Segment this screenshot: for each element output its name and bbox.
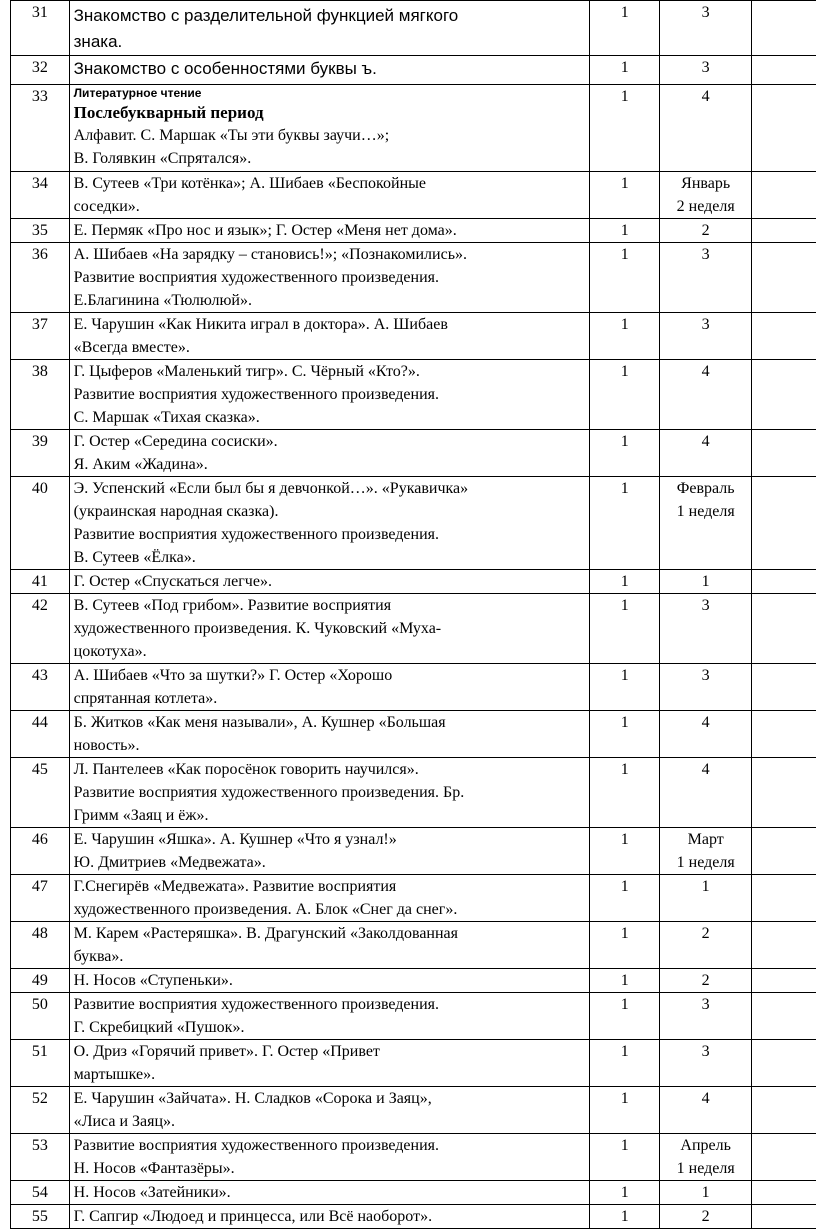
lesson-hours: 1 — [590, 172, 660, 219]
table-row — [11, 172, 816, 219]
date-line: 2 неделя — [664, 195, 747, 218]
lesson-date — [660, 1087, 752, 1134]
lesson-date — [660, 85, 752, 172]
table-row — [11, 56, 816, 85]
lesson-number: 47 — [11, 875, 70, 922]
lesson-topic — [69, 922, 590, 969]
actual-date-cell — [752, 172, 816, 219]
lesson-date — [660, 570, 752, 594]
lesson-number: 34 — [11, 172, 70, 219]
topic-line: Г. Остер «Середина сосиски». — [74, 430, 586, 453]
date-line: Февраль — [664, 477, 747, 500]
topic-line: художественного произведения. А. Блок «Снег да снег». — [74, 898, 586, 921]
date-line: 2 — [664, 1205, 747, 1228]
lesson-date — [660, 922, 752, 969]
lesson-topic — [69, 243, 590, 313]
lesson-topic — [69, 875, 590, 922]
table-row — [11, 360, 816, 430]
lesson-topic — [69, 1040, 590, 1087]
lesson-topic — [69, 1134, 590, 1181]
lesson-date — [660, 172, 752, 219]
lesson-number: 54 — [11, 1181, 70, 1205]
lesson-date — [660, 1181, 752, 1205]
lesson-hours: 1 — [590, 430, 660, 477]
date-line: 2 — [664, 219, 747, 242]
period-title: Послебукварный период — [74, 101, 586, 124]
lesson-topic — [69, 219, 590, 243]
lesson-date — [660, 219, 752, 243]
lesson-date — [660, 758, 752, 828]
lesson-number: 46 — [11, 828, 70, 875]
table-row — [11, 828, 816, 875]
lesson-hours: 1 — [590, 922, 660, 969]
table-row — [11, 711, 816, 758]
actual-date-cell — [752, 56, 816, 85]
topic-line: Развитие восприятия художественного произведения. — [74, 383, 586, 406]
lesson-number: 42 — [11, 594, 70, 664]
actual-date-cell — [752, 1, 816, 56]
lesson-hours: 1 — [590, 570, 660, 594]
topic-line: В. Голявкин «Спрятался». — [74, 147, 586, 170]
lesson-number: 48 — [11, 922, 70, 969]
lesson-topic — [69, 664, 590, 711]
actual-date-cell — [752, 711, 816, 758]
date-line: 2 — [664, 969, 747, 992]
lesson-topic — [69, 85, 590, 172]
date-line: 4 — [664, 430, 747, 453]
lesson-date — [660, 360, 752, 430]
table-row — [11, 313, 816, 360]
topic-line: Н. Носов «Ступеньки». — [74, 969, 586, 992]
lesson-hours: 1 — [590, 85, 660, 172]
topic-line: Развитие восприятия художественного произведения. — [74, 266, 586, 289]
topic-line: Развитие восприятия художественного произведения. — [74, 523, 586, 546]
lesson-hours: 1 — [590, 711, 660, 758]
lesson-hours: 1 — [590, 594, 660, 664]
lesson-hours: 1 — [590, 664, 660, 711]
lesson-date — [660, 477, 752, 570]
actual-date-cell — [752, 477, 816, 570]
lesson-topic — [69, 828, 590, 875]
lesson-hours: 1 — [590, 1087, 660, 1134]
date-line: 3 — [664, 243, 747, 266]
lesson-number: 38 — [11, 360, 70, 430]
table-row — [11, 570, 816, 594]
topic-line: Развитие восприятия художественного произведения. — [74, 993, 586, 1016]
actual-date-cell — [752, 922, 816, 969]
date-line: Апрель — [664, 1134, 747, 1157]
lesson-number: 39 — [11, 430, 70, 477]
date-line: 4 — [664, 360, 747, 383]
section-label: Литературное чтение — [74, 85, 586, 101]
topic-line: новость». — [74, 734, 586, 757]
topic-line: В. Сутеев «Ёлка». — [74, 546, 586, 569]
lesson-topic — [69, 1181, 590, 1205]
topic-line: цокотуха». — [74, 640, 586, 663]
date-line: 1 неделя — [664, 1157, 747, 1180]
lesson-number: 40 — [11, 477, 70, 570]
lesson-hours: 1 — [590, 828, 660, 875]
topic-line: знака. — [74, 29, 586, 55]
date-line: Январь — [664, 172, 747, 195]
date-line: 3 — [664, 56, 747, 79]
lesson-number: 50 — [11, 993, 70, 1040]
actual-date-cell — [752, 594, 816, 664]
topic-line: Е. Чарушин «Зайчата». Н. Сладков «Сорока и Заяц», — [74, 1087, 586, 1110]
table-row — [11, 219, 816, 243]
topic-line: Развитие восприятия художественного произведения. — [74, 1134, 586, 1157]
lesson-date — [660, 1134, 752, 1181]
topic-line: М. Карем «Растеряшка». В. Драгунский «Заколдованная — [74, 922, 586, 945]
lesson-topic — [69, 594, 590, 664]
topic-line: Н. Носов «Фантазёры». — [74, 1157, 586, 1180]
lesson-hours: 1 — [590, 1205, 660, 1229]
table-row — [11, 1087, 816, 1134]
actual-date-cell — [752, 758, 816, 828]
lesson-number: 31 — [11, 1, 70, 56]
topic-line: Г. Сапгир «Людоед и принцесса, или Всё наоборот». — [74, 1205, 586, 1228]
topic-line: мартышке». — [74, 1063, 586, 1086]
topic-line: В. Сутеев «Три котёнка»; А. Шибаев «Беспокойные — [74, 172, 586, 195]
actual-date-cell — [752, 1205, 816, 1229]
lesson-date — [660, 993, 752, 1040]
date-line: 4 — [664, 85, 747, 108]
lesson-topic — [69, 360, 590, 430]
lesson-date — [660, 711, 752, 758]
lesson-topic — [69, 477, 590, 570]
table-row — [11, 1, 816, 56]
table-row — [11, 922, 816, 969]
lesson-hours: 1 — [590, 875, 660, 922]
topic-line: Знакомство с разделительной функцией мягкого — [74, 3, 586, 29]
date-line: 3 — [664, 1, 747, 24]
lesson-hours: 1 — [590, 1040, 660, 1087]
date-line: Март — [664, 828, 747, 851]
table-row — [11, 243, 816, 313]
topic-line: художественного произведения. К. Чуковский «Муха- — [74, 617, 586, 640]
actual-date-cell — [752, 1181, 816, 1205]
lesson-hours: 1 — [590, 243, 660, 313]
date-line: 3 — [664, 1040, 747, 1063]
lesson-plan-table — [10, 0, 816, 1229]
table-row — [11, 1181, 816, 1205]
lesson-date — [660, 243, 752, 313]
lesson-topic — [69, 993, 590, 1040]
date-line: 1 — [664, 570, 747, 593]
topic-line: Г. Цыферов «Маленький тигр». С. Чёрный «Кто?». — [74, 360, 586, 383]
lesson-topic — [69, 570, 590, 594]
table-row — [11, 430, 816, 477]
lesson-date — [660, 1205, 752, 1229]
actual-date-cell — [752, 85, 816, 172]
table-row — [11, 1134, 816, 1181]
table-row — [11, 875, 816, 922]
table-row — [11, 477, 816, 570]
topic-line: С. Маршак «Тихая сказка». — [74, 406, 586, 429]
topic-line: буква». — [74, 945, 586, 968]
date-line: 1 неделя — [664, 851, 747, 874]
date-line: 3 — [664, 594, 747, 617]
lesson-number: 55 — [11, 1205, 70, 1229]
actual-date-cell — [752, 243, 816, 313]
lesson-hours: 1 — [590, 1, 660, 56]
topic-line: Г.Снегирёв «Медвежата». Развитие восприятия — [74, 875, 586, 898]
topic-line: Э. Успенский «Если был бы я девчонкой…». «Рукавичка» — [74, 477, 586, 500]
topic-line: Е.Благинина «Тюлюлюй». — [74, 289, 586, 312]
topic-line: Н. Носов «Затейники». — [74, 1181, 586, 1204]
actual-date-cell — [752, 1134, 816, 1181]
lesson-number: 52 — [11, 1087, 70, 1134]
topic-line: Е. Чарушин «Как Никита играл в доктора». А. Шибаев — [74, 313, 586, 336]
lesson-topic — [69, 172, 590, 219]
date-line: 1 неделя — [664, 500, 747, 523]
lesson-plan-body — [11, 1, 816, 1229]
topic-line: «Всегда вместе». — [74, 336, 586, 359]
date-line: 3 — [664, 313, 747, 336]
topic-line: Ю. Дмитриев «Медвежата». — [74, 851, 586, 874]
topic-line: Г. Остер «Спускаться легче». — [74, 570, 586, 593]
date-line: 1 — [664, 1181, 747, 1204]
date-line: 3 — [664, 664, 747, 687]
table-row — [11, 993, 816, 1040]
actual-date-cell — [752, 360, 816, 430]
lesson-hours: 1 — [590, 969, 660, 993]
lesson-hours: 1 — [590, 56, 660, 85]
lesson-topic — [69, 430, 590, 477]
lesson-number: 33 — [11, 85, 70, 172]
lesson-topic — [69, 969, 590, 993]
lesson-topic — [69, 1, 590, 56]
lesson-date — [660, 313, 752, 360]
actual-date-cell — [752, 570, 816, 594]
date-line: 4 — [664, 711, 747, 734]
lesson-hours: 1 — [590, 360, 660, 430]
lesson-number: 44 — [11, 711, 70, 758]
lesson-date — [660, 828, 752, 875]
lesson-date — [660, 430, 752, 477]
actual-date-cell — [752, 875, 816, 922]
topic-line: «Лиса и Заяц». — [74, 1110, 586, 1133]
lesson-number: 51 — [11, 1040, 70, 1087]
lesson-number: 32 — [11, 56, 70, 85]
actual-date-cell — [752, 1040, 816, 1087]
lesson-hours: 1 — [590, 219, 660, 243]
table-row — [11, 664, 816, 711]
lesson-number: 35 — [11, 219, 70, 243]
lesson-topic — [69, 56, 590, 85]
topic-line: Я. Аким «Жадина». — [74, 453, 586, 476]
actual-date-cell — [752, 828, 816, 875]
lesson-hours: 1 — [590, 1181, 660, 1205]
topic-line: Л. Пантелеев «Как поросёнок говорить научился». — [74, 758, 586, 781]
lesson-date — [660, 594, 752, 664]
lesson-hours: 1 — [590, 758, 660, 828]
topic-line: Б. Житков «Как меня называли», А. Кушнер «Большая — [74, 711, 586, 734]
lesson-topic — [69, 758, 590, 828]
topic-line: спрятанная котлета». — [74, 687, 586, 710]
topic-line: О. Дриз «Горячий привет». Г. Остер «Привет — [74, 1040, 586, 1063]
date-line: 4 — [664, 758, 747, 781]
lesson-number: 36 — [11, 243, 70, 313]
topic-line: соседки». — [74, 195, 586, 218]
lesson-number: 49 — [11, 969, 70, 993]
lesson-number: 45 — [11, 758, 70, 828]
lesson-date — [660, 969, 752, 993]
lesson-topic — [69, 313, 590, 360]
topic-line: В. Сутеев «Под грибом». Развитие восприятия — [74, 594, 586, 617]
topic-line: Гримм «Заяц и ёж». — [74, 804, 586, 827]
lesson-hours: 1 — [590, 313, 660, 360]
table-row — [11, 1205, 816, 1229]
actual-date-cell — [752, 969, 816, 993]
lesson-date — [660, 875, 752, 922]
actual-date-cell — [752, 430, 816, 477]
table-row — [11, 758, 816, 828]
actual-date-cell — [752, 664, 816, 711]
table-row — [11, 969, 816, 993]
topic-line: А. Шибаев «Что за шутки?» Г. Остер «Хорошо — [74, 664, 586, 687]
topic-line: Знакомство с особенностями буквы ъ. — [74, 56, 586, 82]
date-line: 2 — [664, 922, 747, 945]
actual-date-cell — [752, 1087, 816, 1134]
topic-line: Развитие восприятия художественного произведения. Бр. — [74, 781, 586, 804]
actual-date-cell — [752, 219, 816, 243]
topic-line: Е. Пермяк «Про нос и язык»; Г. Остер «Меня нет дома». — [74, 219, 586, 242]
topic-line: Г. Скребицкий «Пушок». — [74, 1016, 586, 1039]
lesson-date — [660, 1040, 752, 1087]
lesson-number: 37 — [11, 313, 70, 360]
lesson-hours: 1 — [590, 477, 660, 570]
lesson-date — [660, 664, 752, 711]
lesson-topic — [69, 1087, 590, 1134]
topic-line: А. Шибаев «На зарядку – становись!»; «Познакомились». — [74, 243, 586, 266]
lesson-number: 43 — [11, 664, 70, 711]
table-row — [11, 85, 816, 172]
lesson-number: 41 — [11, 570, 70, 594]
lesson-number: 53 — [11, 1134, 70, 1181]
topic-line: Е. Чарушин «Яшка». А. Кушнер «Что я узнал!» — [74, 828, 586, 851]
lesson-topic — [69, 711, 590, 758]
lesson-topic — [69, 1205, 590, 1229]
table-row — [11, 594, 816, 664]
topic-line: (украинская народная сказка). — [74, 500, 586, 523]
table-row — [11, 1040, 816, 1087]
topic-line: Алфавит. С. Маршак «Ты эти буквы заучи…»; — [74, 124, 586, 147]
date-line: 3 — [664, 993, 747, 1016]
lesson-hours: 1 — [590, 993, 660, 1040]
lesson-date — [660, 56, 752, 85]
actual-date-cell — [752, 993, 816, 1040]
lesson-date — [660, 1, 752, 56]
lesson-hours: 1 — [590, 1134, 660, 1181]
actual-date-cell — [752, 313, 816, 360]
date-line: 1 — [664, 875, 747, 898]
date-line: 4 — [664, 1087, 747, 1110]
